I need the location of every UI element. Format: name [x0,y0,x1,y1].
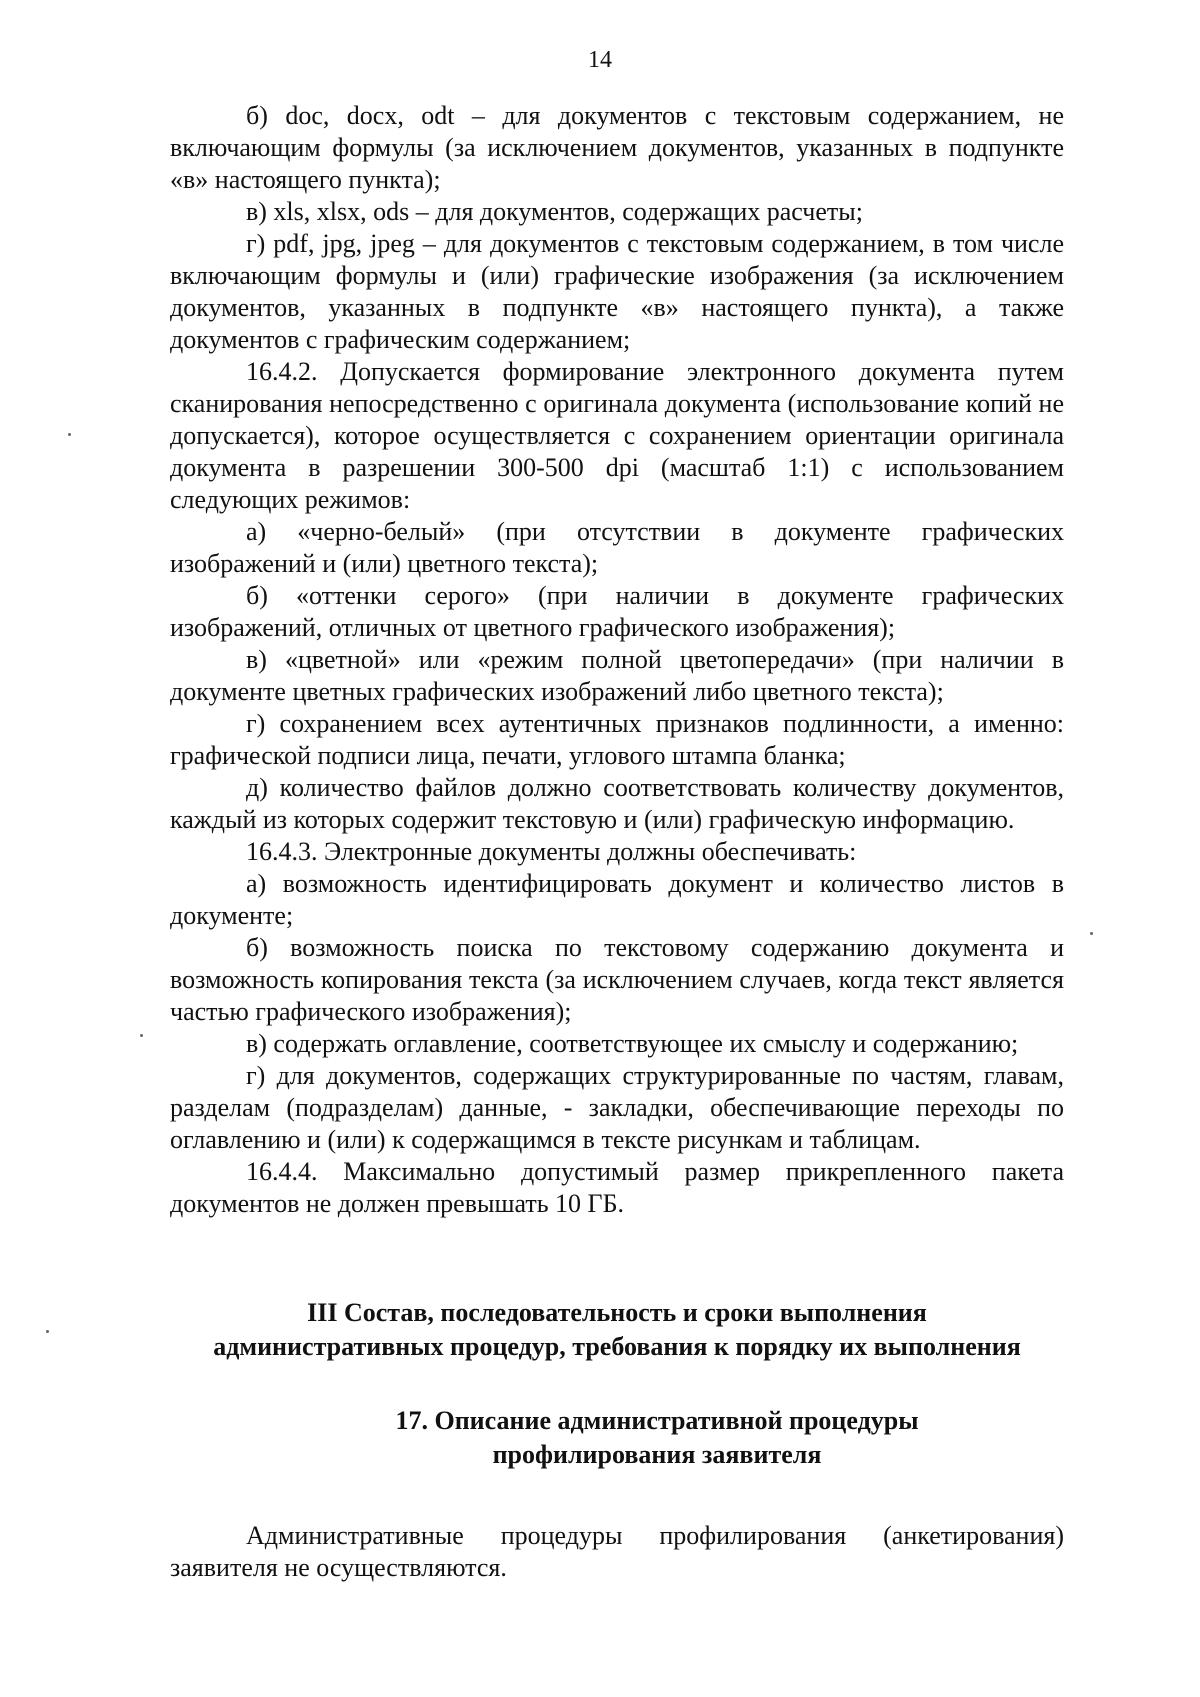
subsection-heading [170,1404,1064,1472]
section-heading-line2: административных процедур, требования к порядку их выполнения [213,1332,1021,1361]
paragraph-bookmarks: г) для документов, содержащих структурированные по частям, главам, разделам (подразделам) данные, - закладки, обеспечивающие переходы по оглавлению и (или) к содержащимся в тексте рисункам и таблицам. [170,1061,1064,1154]
section-heading [170,1296,1064,1364]
paragraph-16-4-4: 16.4.4. Максимально допустимый размер прикрепленного пакета документов не должен превышать 10 ГБ. [170,1157,1064,1218]
paragraph-16-4-3: 16.4.3. Электронные документы должны обеспечивать: [246,837,857,866]
paragraph-formats-xls: в) xls, xlsx, ods – для документов, содержащих расчеты; [246,197,863,226]
paragraph-mode-color: в) «цветной» или «режим полной цветопередачи» (при наличии в документе цветных графических изображений либо цветного текста); [170,645,1064,706]
subsection-heading-line2: профилирования заявителя [492,1440,822,1469]
paragraph-toc: в) содержать оглавление, соответствующее их смыслу и содержанию; [246,1029,1019,1058]
paragraph-mode-bw: а) «черно-белый» (при отсутствии в документе графических изображений и (или) цветного текста); [170,517,1064,578]
paragraph-identify: а) возможность идентифицировать документ и количество листов в документе; [170,869,1064,930]
scan-speck [1090,932,1093,935]
section-heading-line1: III Состав, последовательность и сроки выполнения [307,1298,927,1327]
scan-speck [140,1034,143,1037]
scan-speck [68,433,71,436]
paragraph-formats-doc: б) doc, docx, odt – для документов с текстовым содержанием, не включающим формулы (за исключением документов, указанных в подпункте «в» настоящего пункта); [170,101,1064,194]
section-block [170,1296,1064,1584]
paragraph-formats-pdf: г) pdf, jpg, jpeg – для документов с текстовым содержанием, в том числе включающим формулы и (или) графические изображения (за исключением документов, указанных в подпункте «в» настоящего пункта), а также документов с графическим содержанием; [170,229,1064,354]
paragraph-profiling: Административные процедуры профилирования (анкетирования) заявителя не осуществляются. [170,1521,1064,1582]
subsection-heading-line1: 17. Описание административной процедуры [395,1406,919,1435]
paragraph-file-count: д) количество файлов должно соответствовать количеству документов, каждый из которых содержит текстовую и (или) графическую информацию. [170,773,1064,834]
paragraph-mode-gray: б) «оттенки серого» (при наличии в документе графических изображений, отличных от цветного графического изображения); [170,581,1064,642]
page-number: 14 [588,47,612,73]
paragraph-search: б) возможность поиска по текстовому содержанию документа и возможность копирования текста (за исключением случаев, когда текст является частью графического изображения); [170,933,1064,1026]
paragraph-authenticity: г) сохранением всех аутентичных признаков подлинности, а именно: графической подписи лица, печати, углового штампа бланка; [170,709,1064,770]
paragraph-16-4-2: 16.4.2. Допускается формирование электронного документа путем сканирования непосредственно с оригинала документа (использование копий не допускается), которое осуществляется с сохранением ориентации оригинала документа в разрешении 300-500 dpi (масштаб 1:1) с использованием следующих режимов: [170,357,1064,514]
scan-speck [46,1330,49,1333]
document-body [170,100,1064,1220]
